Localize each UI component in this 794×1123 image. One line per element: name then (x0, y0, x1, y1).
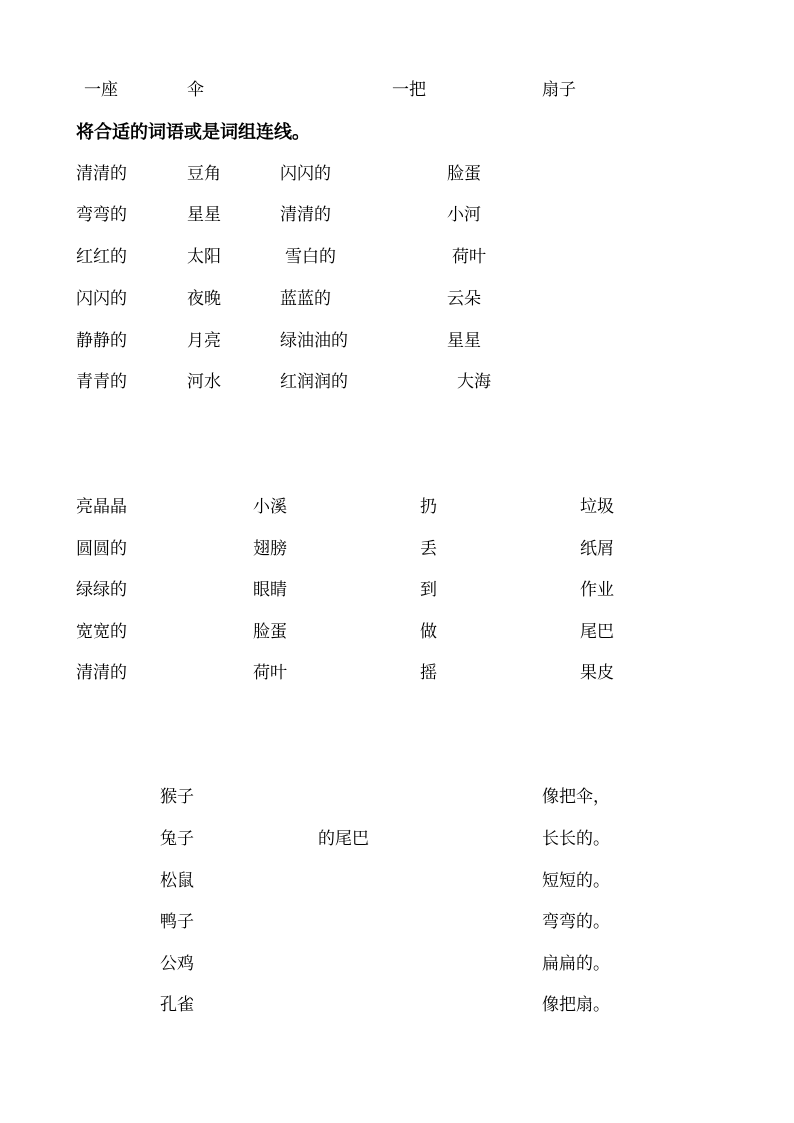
s2-col1-item: 绿绿的 (76, 580, 127, 600)
s3-animal: 松鼠 (160, 871, 194, 891)
s2-col4-item: 纸屑 (580, 539, 614, 559)
s3-animal: 兔子 (160, 829, 194, 849)
s3-description: 扁扁的。 (542, 954, 610, 974)
s2-col1-item: 圆圆的 (76, 539, 127, 559)
s2-col3-item: 扔 (420, 497, 437, 517)
s1-col1-item: 静静的 (76, 331, 127, 351)
s3-animal: 鸭子 (160, 912, 194, 932)
s2-col4-item: 尾巴 (580, 622, 614, 642)
s1-col4-item: 星星 (447, 331, 481, 351)
measure-item-1: 一座 (84, 80, 118, 100)
s2-col3-item: 摇 (420, 663, 437, 683)
s2-col2-item: 荷叶 (253, 663, 287, 683)
s1-col2-item: 夜晚 (187, 289, 221, 309)
s2-col4-item: 果皮 (580, 663, 614, 683)
s1-col4-item: 荷叶 (452, 247, 486, 267)
s1-col2-item: 豆角 (187, 164, 221, 184)
s1-col3-item: 闪闪的 (280, 164, 331, 184)
measure-item-3: 一把 (392, 80, 426, 100)
s3-middle-text: 的尾巴 (318, 829, 369, 849)
s1-col2-item: 月亮 (187, 331, 221, 351)
s2-col1-item: 宽宽的 (76, 622, 127, 642)
s3-animal: 孔雀 (160, 995, 194, 1015)
s2-col2-item: 眼睛 (253, 580, 287, 600)
s2-col2-item: 脸蛋 (253, 622, 287, 642)
s1-col3-item: 蓝蓝的 (280, 289, 331, 309)
s3-description: 弯弯的。 (542, 912, 610, 932)
s1-col1-item: 清清的 (76, 164, 127, 184)
s1-col3-item: 清清的 (280, 205, 331, 225)
s2-col2-item: 翅膀 (253, 539, 287, 559)
s1-col1-item: 红红的 (76, 247, 127, 267)
s2-col3-item: 丢 (420, 539, 437, 559)
s3-description: 短短的。 (542, 871, 610, 891)
s1-col2-item: 星星 (187, 205, 221, 225)
s1-col2-item: 河水 (187, 372, 221, 392)
s2-col4-item: 作业 (580, 580, 614, 600)
s1-col3-item: 雪白的 (285, 247, 336, 267)
s1-col2-item: 太阳 (187, 247, 221, 267)
s2-col3-item: 做 (420, 622, 437, 642)
s3-description: 长长的。 (542, 829, 610, 849)
s2-col3-item: 到 (420, 580, 437, 600)
s1-col4-item: 小河 (447, 205, 481, 225)
s3-description: 像把伞， (542, 787, 610, 807)
s1-col1-item: 闪闪的 (76, 289, 127, 309)
measure-item-4: 扇子 (542, 80, 576, 100)
s2-col4-item: 垃圾 (580, 497, 614, 517)
s1-col4-item: 云朵 (447, 289, 481, 309)
s2-col2-item: 小溪 (253, 497, 287, 517)
s3-animal: 公鸡 (160, 954, 194, 974)
s2-col1-item: 亮晶晶 (76, 497, 127, 517)
s1-col3-item: 红润润的 (280, 372, 348, 392)
s1-col4-item: 脸蛋 (447, 164, 481, 184)
instruction-heading: 将合适的词语或是词组连线。 (76, 122, 310, 143)
s3-description: 像把扇。 (542, 995, 610, 1015)
s2-col1-item: 清清的 (76, 663, 127, 683)
measure-item-2: 伞 (187, 80, 204, 100)
s1-col1-item: 弯弯的 (76, 205, 127, 225)
s1-col3-item: 绿油油的 (280, 331, 348, 351)
s1-col4-item: 大海 (457, 372, 491, 392)
s1-col1-item: 青青的 (76, 372, 127, 392)
s3-animal: 猴子 (160, 787, 194, 807)
